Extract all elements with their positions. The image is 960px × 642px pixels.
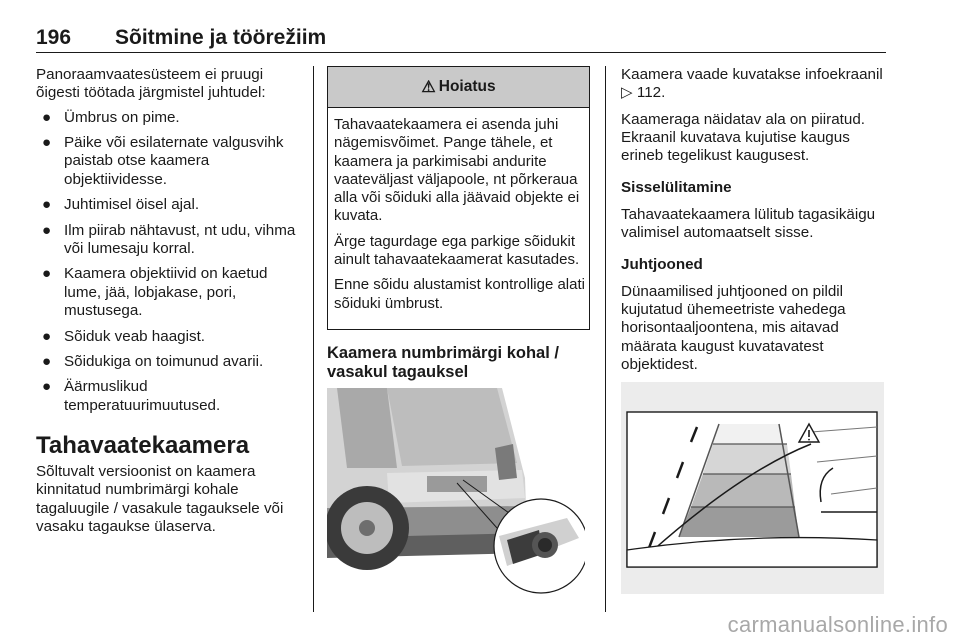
left-column bbox=[36, 66, 304, 544]
page-title: Sõitmine ja töörežiim bbox=[115, 26, 327, 49]
column-divider-right bbox=[605, 66, 606, 612]
bullet-icon: ● bbox=[42, 378, 52, 396]
list-item: ● Ümbrus on pime. bbox=[42, 108, 180, 126]
bullet-icon: ● bbox=[42, 221, 52, 239]
right-column bbox=[621, 66, 883, 382]
bullet-icon: ● bbox=[42, 265, 52, 283]
guidelines-text: Dünaamilised juhtjooned on pildil kujutatud ühemeetriste vahedega horisontaaljoontena, mis aitavad määrata kaugust kuvatavatest objektidest. bbox=[621, 282, 846, 373]
section-title: Tahavaatekaamera bbox=[36, 432, 250, 460]
list-item: ● Ilm piirab nähtavust, nt udu, vihma või lumesaju korral. bbox=[42, 221, 296, 257]
page-header bbox=[36, 26, 886, 50]
camera-location-heading: Kaamera numbrimärgi kohal / vasakul tagauksel bbox=[327, 344, 559, 381]
warning-header bbox=[328, 67, 589, 108]
bullet-icon: ● bbox=[42, 134, 52, 152]
warning-paragraph: Ärge tagurdage ega parkige sõidukit ainult tahavaatekaamerat kasutades. bbox=[334, 232, 580, 269]
switch-on-heading: Sisselülitamine bbox=[621, 179, 732, 197]
footer-watermark: carmanualsonline.info bbox=[727, 612, 948, 637]
switch-on-text: Tahavaatekaamera lülitub tagasikäigu valimisel automaatselt sisse. bbox=[621, 205, 876, 242]
warning-paragraph: Enne sõidu alustamist kontrollige alati sõiduki ümbrust. bbox=[334, 276, 585, 312]
guidelines-heading: Juhtjooned bbox=[621, 256, 703, 274]
warning-title: Hoiatus bbox=[438, 78, 496, 95]
bullet-icon: ● bbox=[42, 352, 52, 370]
list-item: ● Kaamera objektiivid on kaetud lume, jää, lobjakase, pori, mustusega. bbox=[42, 265, 268, 320]
warning-paragraph: Tahavaatekaamera ei asenda juhi nägemisvõimet. Pange tähele, et kaamera ja parkimisabi andurite vaateväljast väljapoole, nt põrkeraua alla või sõiduki alla jäävaid objekte ei kuvata. bbox=[334, 116, 580, 225]
rear-camera-illustration bbox=[327, 388, 585, 595]
warning-box bbox=[327, 66, 590, 330]
camera-display-illustration bbox=[621, 382, 884, 594]
column-divider-left bbox=[313, 66, 314, 612]
page-number: 196 bbox=[36, 26, 72, 49]
middle-column bbox=[327, 342, 592, 387]
camera-range-text: Kaameraga näidatav ala on piiratud. Ekraanil kuvatava kujutise kaugus erineb tegelikust kaugusest. bbox=[621, 110, 866, 165]
section-text: Sõltuvalt versioonist on kaamera kinnitatud numbrimärgi kohale tagaluugile / vasakule tagauksele või vasaku tagaukse ülaserva. bbox=[36, 463, 284, 535]
warning-icon: ⚠ bbox=[421, 79, 436, 96]
list-item: ● Äärmuslikud temperatuurimuutused. bbox=[42, 378, 221, 414]
conditions-list bbox=[36, 109, 304, 415]
page-reference-link[interactable]: ▷ 112. bbox=[621, 84, 666, 102]
header-rule bbox=[36, 52, 886, 53]
bullet-icon: ● bbox=[42, 108, 52, 126]
reference-arrow-icon: ▷ bbox=[621, 84, 633, 102]
list-item: ● Sõiduk veab haagist. bbox=[42, 327, 206, 345]
list-item: ● Sõidukiga on toimunud avarii. bbox=[42, 352, 264, 370]
bullet-icon: ● bbox=[42, 327, 52, 345]
list-item: ● Juhtimisel öisel ajal. bbox=[42, 196, 200, 214]
list-item: ● Päike või esilaternate valgusvihk paistab otse kaamera objektiividesse. bbox=[42, 134, 284, 188]
bullet-icon: ● bbox=[42, 196, 52, 214]
warning-body bbox=[328, 108, 589, 313]
camera-view-text: Kaamera vaade kuvatakse infoekraanil ▷ 112. bbox=[621, 66, 883, 102]
intro-text: Panoraamvaatesüsteem ei pruugi õigesti töötada järgmistel juhtudel: bbox=[36, 66, 266, 102]
